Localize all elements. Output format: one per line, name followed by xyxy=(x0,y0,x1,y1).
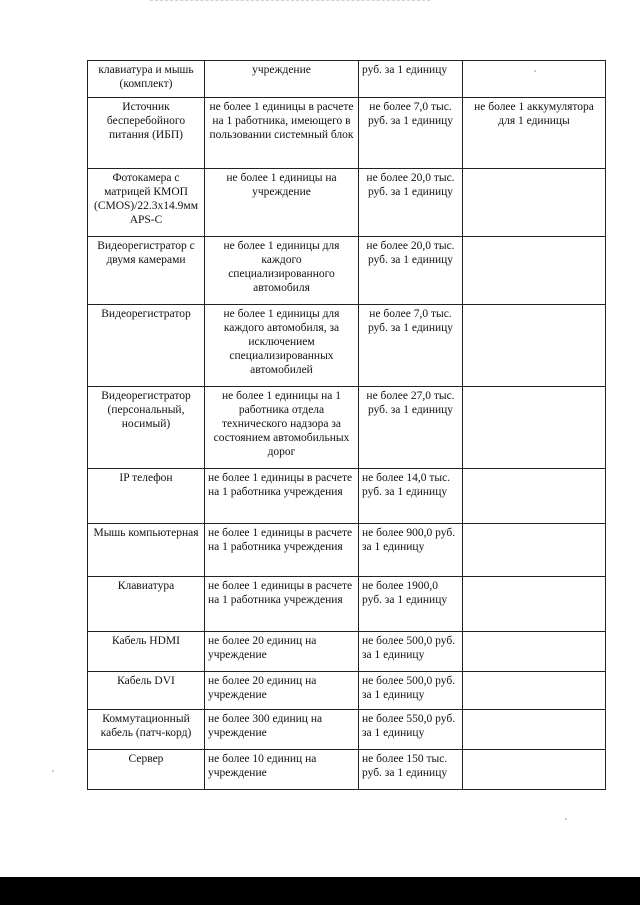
note-cell xyxy=(463,305,606,387)
note-cell xyxy=(463,577,606,632)
scan-speck xyxy=(52,770,54,772)
item-name-cell: Сервер xyxy=(88,750,205,790)
price-norm-cell: не более 7,0 тыс. руб. за 1 единицу xyxy=(359,98,463,169)
item-name-cell: Фотокамера с матрицей КМОП (CMOS)/22.3x14.9мм APS-C xyxy=(88,169,205,237)
item-name-cell: Видеорегистратор с двумя камерами xyxy=(88,237,205,305)
price-norm-cell: не более 150 тыс. руб. за 1 единицу xyxy=(359,750,463,790)
price-norm-cell: не более 14,0 тыс. руб. за 1 единицу xyxy=(359,469,463,524)
price-norm-cell: не более 20,0 тыс. руб. за 1 единицу xyxy=(359,169,463,237)
quantity-norm-cell: не более 1 единицы в расчете на 1 работника, имеющего в пользовании системный блок xyxy=(205,98,359,169)
item-name-cell: Источник бесперебойного питания (ИБП) xyxy=(88,98,205,169)
price-norm-cell: не более 500,0 руб. за 1 единицу xyxy=(359,672,463,710)
table-row xyxy=(88,98,606,169)
table-row xyxy=(88,750,606,790)
note-cell xyxy=(463,750,606,790)
item-name-cell: Видеорегистратор (персональный, носимый) xyxy=(88,387,205,469)
table-row xyxy=(88,61,606,98)
quantity-norm-cell: не более 1 единицы в расчете на 1 работника учреждения xyxy=(205,469,359,524)
item-name-cell: Видеорегистратор xyxy=(88,305,205,387)
quantity-norm-cell: не более 10 единиц на учреждение xyxy=(205,750,359,790)
quantity-norm-cell: не более 1 единицы для каждого автомобиля, за исключением специализированных автомобилей xyxy=(205,305,359,387)
table-row xyxy=(88,169,606,237)
price-norm-cell: не более 7,0 тыс. руб. за 1 единицу xyxy=(359,305,463,387)
note-cell xyxy=(463,710,606,750)
price-norm-cell: не более 900,0 руб. за 1 единицу xyxy=(359,524,463,577)
quantity-norm-cell: не более 1 единицы в расчете на 1 работника учреждения xyxy=(205,577,359,632)
item-name-cell: клавиатура и мышь (комплект) xyxy=(88,61,205,98)
item-name-cell: IP телефон xyxy=(88,469,205,524)
scan-speck xyxy=(534,70,536,72)
table-row xyxy=(88,469,606,524)
scan-speck xyxy=(565,818,567,820)
price-norm-cell: руб. за 1 единицу xyxy=(359,61,463,98)
table-row xyxy=(88,710,606,750)
quantity-norm-cell: не более 1 единицы в расчете на 1 работника учреждения xyxy=(205,524,359,577)
quantity-norm-cell: не более 300 единиц на учреждение xyxy=(205,710,359,750)
note-cell xyxy=(463,169,606,237)
item-name-cell: Кабель DVI xyxy=(88,672,205,710)
note-cell: не более 1 аккумулятора для 1 единицы xyxy=(463,98,606,169)
quantity-norm-cell: не более 20 единиц на учреждение xyxy=(205,632,359,672)
table-row xyxy=(88,524,606,577)
table-row xyxy=(88,577,606,632)
price-norm-cell: не более 20,0 тыс. руб. за 1 единицу xyxy=(359,237,463,305)
quantity-norm-cell: не более 20 единиц на учреждение xyxy=(205,672,359,710)
quantity-norm-cell: не более 1 единицы на 1 работника отдела технического надзора за состоянием автомобильных дорог xyxy=(205,387,359,469)
item-name-cell: Мышь компьютерная xyxy=(88,524,205,577)
item-name-cell: Клавиатура xyxy=(88,577,205,632)
note-cell xyxy=(463,469,606,524)
table-row xyxy=(88,387,606,469)
quantity-norm-cell: учреждение xyxy=(205,61,359,98)
note-cell xyxy=(463,61,606,98)
table-row xyxy=(88,305,606,387)
scan-bottom-edge xyxy=(0,877,640,905)
price-norm-cell: не более 500,0 руб. за 1 единицу xyxy=(359,632,463,672)
quantity-norm-cell: не более 1 единицы для каждого специализированного автомобиля xyxy=(205,237,359,305)
note-cell xyxy=(463,387,606,469)
table-row xyxy=(88,672,606,710)
note-cell xyxy=(463,672,606,710)
table-row xyxy=(88,632,606,672)
price-norm-cell: не более 27,0 тыс. руб. за 1 единицу xyxy=(359,387,463,469)
note-cell xyxy=(463,237,606,305)
scan-edge-line xyxy=(150,0,430,7)
table-row xyxy=(88,237,606,305)
note-cell xyxy=(463,524,606,577)
quantity-norm-cell: не более 1 единицы на учреждение xyxy=(205,169,359,237)
norms-table xyxy=(87,60,606,790)
price-norm-cell: не более 550,0 руб. за 1 единицу xyxy=(359,710,463,750)
price-norm-cell: не более 1900,0 руб. за 1 единицу xyxy=(359,577,463,632)
note-cell xyxy=(463,632,606,672)
item-name-cell: Кабель HDMI xyxy=(88,632,205,672)
item-name-cell: Коммутационный кабель (патч-корд) xyxy=(88,710,205,750)
